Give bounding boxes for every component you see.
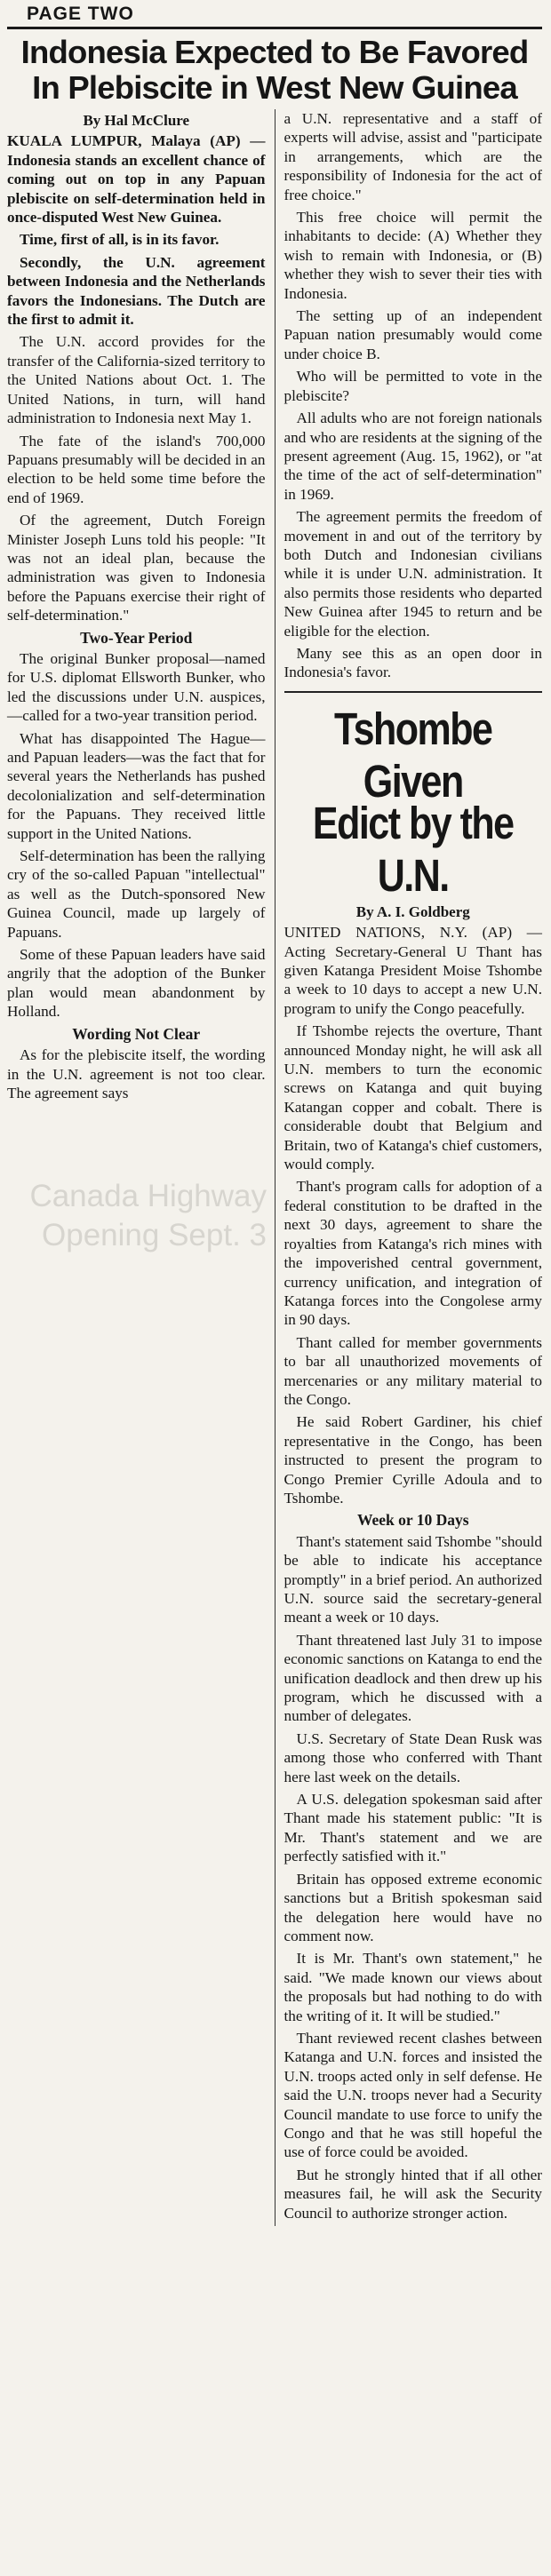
story1-paragraph: KUALA LUMPUR, Malaya (AP) —Indonesia stands an excellent chance of coming out on top in any Papuan plebiscite on self-determination held in once-disputed West New Guinea. bbox=[7, 132, 266, 227]
story2-subhead: Week or 10 Days bbox=[356, 1511, 469, 1530]
story1-continued-paragraph: Many see this as an open door in Indonesia's favor. bbox=[283, 644, 542, 681]
story2-byline: By A. I. Goldberg bbox=[355, 902, 470, 920]
story2-paragraph: U.S. Secretary of State Dean Rusk was among those who conferred with Thant here last week on the details. bbox=[283, 1729, 542, 1785]
story1-paragraph: Secondly, the U.N. agreement between Indonesia and the Netherlands favors the Indonesians. The Dutch are the first to admit it. bbox=[7, 253, 266, 329]
story1-paragraph: Of the agreement, Dutch Foreign Minister Joseph Luns told his people: "It was not an ideal plan, because the administration was given to Indonesia before the Papuans exercise their right of self-determination." bbox=[7, 512, 266, 624]
story1-headline-line1: Indonesia Expected to Be Favored bbox=[20, 34, 529, 70]
story-divider bbox=[284, 691, 543, 693]
right-column bbox=[275, 109, 543, 2226]
story2-paragraph: Thant called for member governments to bar all unauthorized movements of mercenaries or any military material to the Congo. bbox=[283, 1333, 542, 1408]
article-columns bbox=[7, 109, 542, 2226]
story2-paragraph: He said Robert Gardiner, his chief representative in the Congo, has been instructed to present the program to Congo Premier Cyrille Adoula and to Tshombe. bbox=[283, 1413, 542, 1507]
story1-continued-paragraph: a U.N. representative and a staff of experts will advise, assist and "participate in arrangements, which are the responsibility of Indonesia for the act of free choice." bbox=[283, 110, 542, 203]
story1-paragraph: Self-determination has been the rallying cry of the so-called Papuan "intellectual" as well as the Dutch-sponsored New Guinea Council, made up largely of Papuans. bbox=[7, 847, 266, 941]
story2-paragraph: Britain has opposed extreme economic sanctions but a British spokesman said the delegation here would have no comment now. bbox=[283, 1870, 542, 1944]
story1-byline: By Hal McClure bbox=[83, 112, 190, 129]
story1-subhead: Wording Not Clear bbox=[72, 1024, 201, 1043]
story1-paragraph: As for the plebiscite itself, the wording in the U.N. agreement is not too clear. The agreement says bbox=[7, 1046, 266, 1101]
story1-continued-paragraph: All adults who are not foreign nationals and who are residents at the signing of the present agreement (Aug. 15, 1962), or "at the time of the act of self-determination" in 1969. bbox=[283, 409, 542, 503]
story1-paragraph: Time, first of all, is in its favor. bbox=[20, 231, 220, 249]
story2-headline-line2: Edict by the U.N. bbox=[312, 798, 514, 902]
story1-paragraph: The fate of the island's 700,000 Papuans presumably will be decided in an election to be held some time before the end of 1969. bbox=[7, 432, 266, 506]
page-label: PAGE TWO bbox=[27, 4, 134, 24]
story1-paragraph: Some of these Papuan leaders have said angrily that the adoption of the Bunker plan would mean abandonment by Holland. bbox=[7, 946, 266, 1021]
story1-paragraph: What has disappointed The Hague—and Papuan leaders—was the fact that for several years the Netherlands has pushed decolonialization and self-determination for the Papuans. They received little support in the United Nations. bbox=[7, 729, 266, 842]
story2-paragraph: But he strongly hinted that if all other measures fail, he will ask the Security Council to authorize stronger action. bbox=[283, 2166, 542, 2222]
story1-continued-paragraph: The agreement permits the freedom of movement in and out of the territory by both Dutch and Indonesian civilians while it is under U.N. administration. It also permits those residents who departed New Guinea after 1945 to return and be eligible for the election. bbox=[283, 508, 542, 640]
story1-paragraph: The U.N. accord provides for the transfer of the California-sized territory to the United Nations about Oct. 1. The United Nations, in turn, will hand administration to Indonesia next May 1. bbox=[7, 333, 266, 427]
story2-paragraph: If Tshombe rejects the overture, Thant announced Monday night, he will ask all U.N. members to turn the economic screws on Katanga and quit buying Katangan copper and cobalt. There is considerable doubt that Belgium and Britain, two of Katanga's chief customers, would comply. bbox=[283, 1022, 542, 1173]
watermark-line2: Opening Sept. 3 bbox=[42, 1218, 267, 1252]
story2-paragraph: Thant threatened last July 31 to impose economic sanctions on Katanga to end the unification deadlock and then drew up his program, which he discussed with a number of delegates. bbox=[283, 1631, 542, 1725]
story2-paragraph: Thant reviewed recent clashes between Katanga and U.N. forces and insisted the U.N. troops acted only in self defense. He said the U.N. troops never had a Security Council mandate to use force to unify the Congo and that he was still hopeful the use of force could be avoided. bbox=[283, 2029, 542, 2161]
story1-continued-paragraph: This free choice will permit the inhabitants to decide: (A) Whether they wish to remain with Indonesia, or (B) whether they wish to sever their ties with Indonesia. bbox=[283, 209, 542, 302]
story2-paragraph: Thant's program calls for adoption of a federal constitution to be drafted in the next 30 days, agreement to share the royalties from Katanga's rich mines with the impoverished central government, currency unification, and integration of Katanga forces into the Congolese army in 90 days. bbox=[283, 1178, 542, 1329]
watermark-line1: Canada Highway bbox=[29, 1179, 267, 1213]
story2-paragraph: UNITED NATIONS, N.Y. (AP) — Acting Secretary-General U Thant has given Katanga President Moise Tshombe a week to 10 days to accept a new U.N. program to unify the Congo peacefully. bbox=[283, 924, 542, 1017]
story2-paragraph: A U.S. delegation spokesman said after Thant made his statement public: "It is Mr. Thant's statement and we are perfectly satisfied with it." bbox=[283, 1791, 542, 1865]
top-rule bbox=[7, 27, 542, 29]
story1-continued-paragraph: Who will be permitted to vote in the plebiscite? bbox=[283, 368, 542, 404]
story1-continued-paragraph: The setting up of an independent Papuan nation presumably would come under choice B. bbox=[283, 307, 542, 362]
story1-paragraph: The original Bunker proposal—named for U.S. diplomat Ellsworth Bunker, who led the discussions under U.N. auspices,—called for a two-year transition period. bbox=[7, 649, 266, 725]
story1-subhead: Two-Year Period bbox=[80, 628, 193, 647]
story2-paragraph: It is Mr. Thant's own statement," he said. "We made known our views about the proposals but had nothing to do with the writing of it. It will be studied." bbox=[283, 1950, 542, 2024]
story1-headline-line2: In Plebiscite in West New Guinea bbox=[32, 69, 517, 106]
story2-paragraph: Thant's statement said Tshombe "should be able to indicate his acceptance promptly" in a brief period. An authorized U.N. source said the secretary-general meant a week or 10 days. bbox=[283, 1532, 542, 1626]
left-column bbox=[7, 109, 275, 2226]
story2-headline-line1: Tshombe Given bbox=[334, 704, 492, 807]
